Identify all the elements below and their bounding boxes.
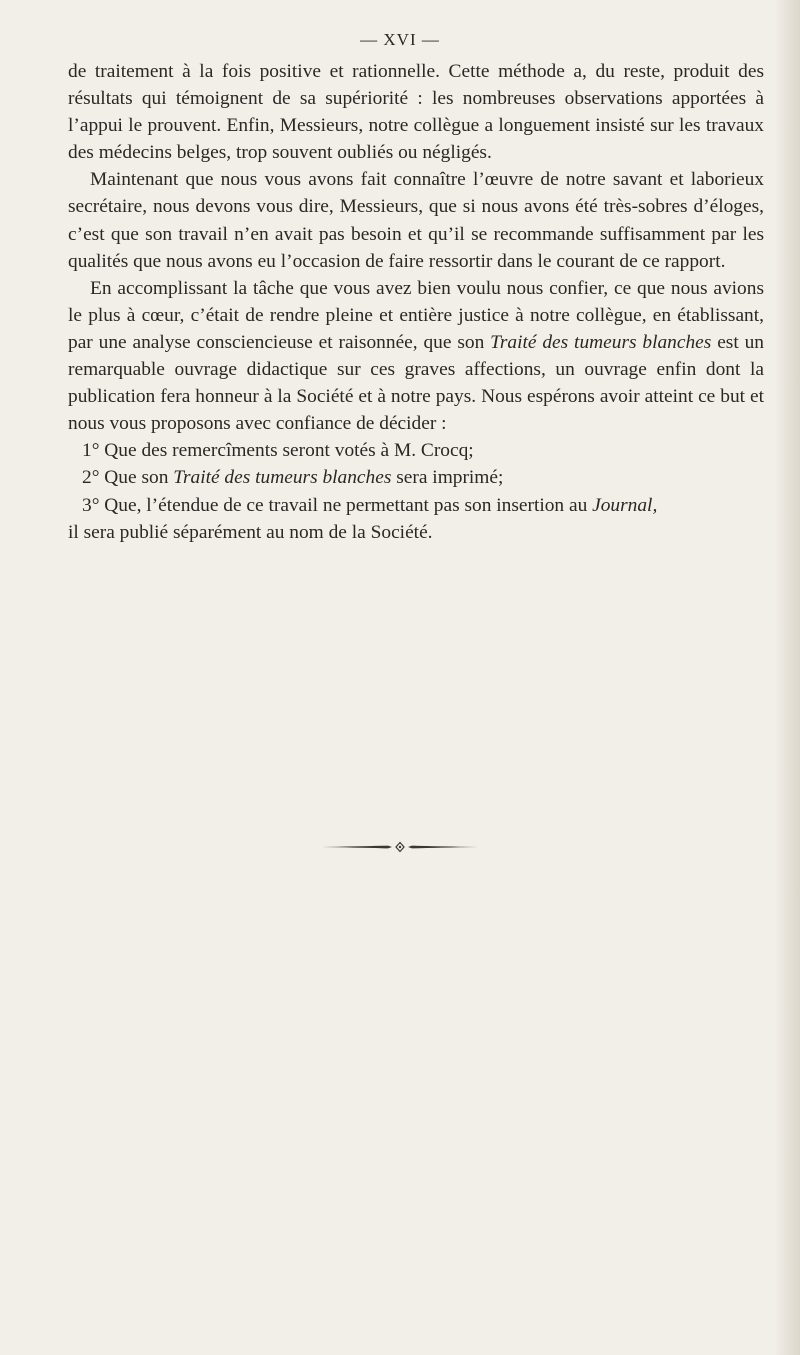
paragraph-3-text-b: est un remarquable ouvrage didactique sur ces graves affections, un ouvrage enfin dont la publication fera honneur à la Société et à notre pays. Nous espérons avoir atteint ce but et nous vous proposons avec confiance de décider : (68, 331, 764, 435)
paragraph-3 (68, 275, 764, 438)
ornament-rule-icon (320, 841, 480, 853)
resolution-item-2-text-a: 2° Que son (82, 467, 174, 489)
journal-title: Journal, (592, 494, 658, 516)
paragraph-3-text-a: En accomplissant la tâche que vous avez bien voulu nous confier, ce que nous avions le plus à cœur, c’était de rendre pleine et entière justice à notre collègue, en établissant, par une analyse consciencieuse et raisonnée, que son (68, 277, 764, 353)
resolution-item-2-text-b: sera imprimé; (391, 467, 504, 489)
resolution-item-2-title: Traité des tumeurs blanches (173, 467, 392, 489)
resolution-item-3 (68, 492, 764, 519)
resolution-item-1: 1° Que des remercîments seront votés à M. Crocq; (82, 440, 474, 462)
ornament-divider (0, 841, 800, 853)
resolution-item-2 (68, 464, 764, 491)
resolution-item-3-continuation: il sera publié séparément au nom de la Société. (68, 521, 433, 543)
page-header: — XVI — (360, 30, 440, 49)
paragraph-1: de traitement à la fois positive et rationnelle. Cette méthode a, du reste, produit des résultats qui témoignent de sa supériorité : les nombreuses observations apportées à l’appui le prouvent. Enfin, Messieurs, notre collègue a longuement insisté sur les travaux des médecins belges, trop souvent oubliés ou négligés. (68, 61, 764, 164)
resolution-item-3-text-a: 3° Que, l’étendue de ce travail ne permettant pas son insertion au (82, 494, 593, 516)
page-edge-shadow (774, 0, 800, 1355)
body-text (68, 58, 764, 546)
book-title: Traité des tumeurs blanches (490, 331, 712, 353)
paragraph-2: Maintenant que nous vous avons fait connaître l’œuvre de notre savant et laborieux secrétaire, nous devons vous dire, Messieurs, que si nous avons été très-sobres d’éloges, c’est que son travail n’en avait pas besoin et qu’il se recommande suffisamment par les qualités que nous avons eu l’occasion de faire ressortir dans le courant de ce rapport. (68, 169, 764, 272)
